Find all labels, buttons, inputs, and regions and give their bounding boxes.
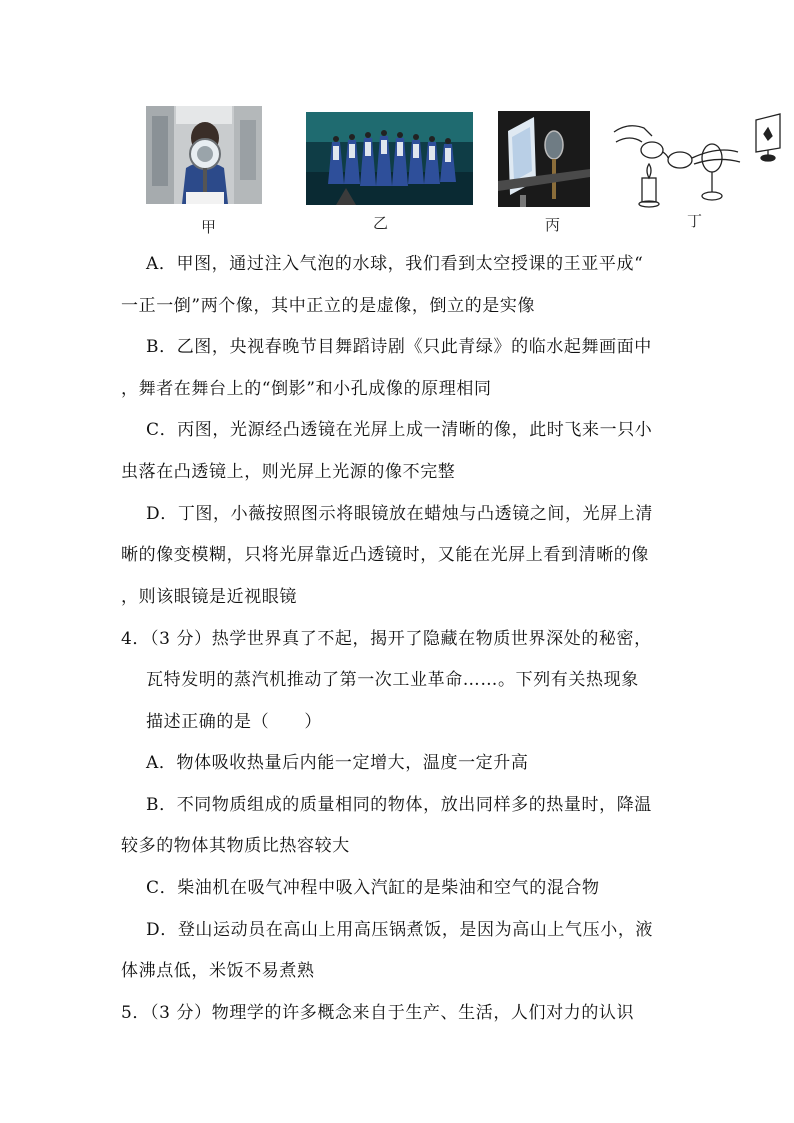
figure-yi-caption: 乙 [373,214,389,232]
figure-bing-caption: 丙 [545,216,561,234]
q3-option-a-line2: 一正一倒”两个像，其中正立的是虚像，倒立的是实像 [121,296,536,316]
figure-jia-caption: 甲 [201,218,217,236]
q3-option-b-line2: ，舞者在舞台上的“倒影”和小孔成像的原理相同 [121,379,492,399]
q3-option-d-line1: D．丁图，小薇按照图示将眼镜放在蜡烛与凸透镜之间，光屏上清 [146,504,654,524]
q4-option-b-line2: 较多的物体其物质比热容较大 [121,836,350,856]
q3-option-c-line1: C．丙图，光源经凸透镜在光屏上成一清晰的像，此时飞来一只小 [146,420,653,440]
candle-glasses-lens-screen-diagram-icon [608,112,788,212]
q4-option-c: C．柴油机在吸气冲程中吸入汽缸的是柴油和空气的混合物 [146,878,600,898]
q4-option-d-line2: 体沸点低，米饭不易煮熟 [121,961,315,981]
astronaut-water-ball-photo-icon [146,106,262,204]
figure-bing [498,111,590,207]
q5-stem-line1: 5．（3 分）物理学的许多概念来自于生产、生活，人们对力的认识 [121,1003,635,1023]
q4-option-a: A．物体吸收热量后内能一定增大，温度一定升高 [146,753,529,773]
figure-jia [146,106,262,204]
q3-option-d-line3: ，则该眼镜是近视眼镜 [121,587,297,607]
convex-lens-light-screen-photo-icon [498,111,590,207]
q4-stem-line2: 瓦特发明的蒸汽机推动了第一次工业革命……。下列有关热现象 [146,670,639,690]
figure-ding-caption: 丁 [687,212,703,230]
q3-option-a-line1: A．甲图，通过注入气泡的水球，我们看到太空授课的王亚平成“ [146,254,644,274]
q4-stem-line1: 4．（3 分）热学世界真了不起，揭开了隐藏在物质世界深处的秘密， [121,629,652,649]
figure-yi [306,112,473,205]
q4-stem-line3: 描述正确的是（ ） [146,712,322,732]
q4-option-b-line1: B．不同物质组成的质量相同的物体，放出同样多的热量时，降温 [146,795,652,815]
q4-option-d-line1: D．登山运动员在高山上用高压锅煮饭，是因为高山上气压小，液 [146,920,654,940]
dance-stage-reflection-photo-icon [306,112,473,205]
figure-ding [608,112,788,212]
q3-option-b-line1: B．乙图，央视春晚节目舞蹈诗剧《只此青绿》的临水起舞画面中 [146,337,652,357]
q3-option-d-line2: 晰的像变模糊，只将光屏靠近凸透镜时，又能在光屏上看到清晰的像 [121,545,649,565]
q3-option-c-line2: 虫落在凸透镜上，则光屏上光源的像不完整 [121,462,456,482]
